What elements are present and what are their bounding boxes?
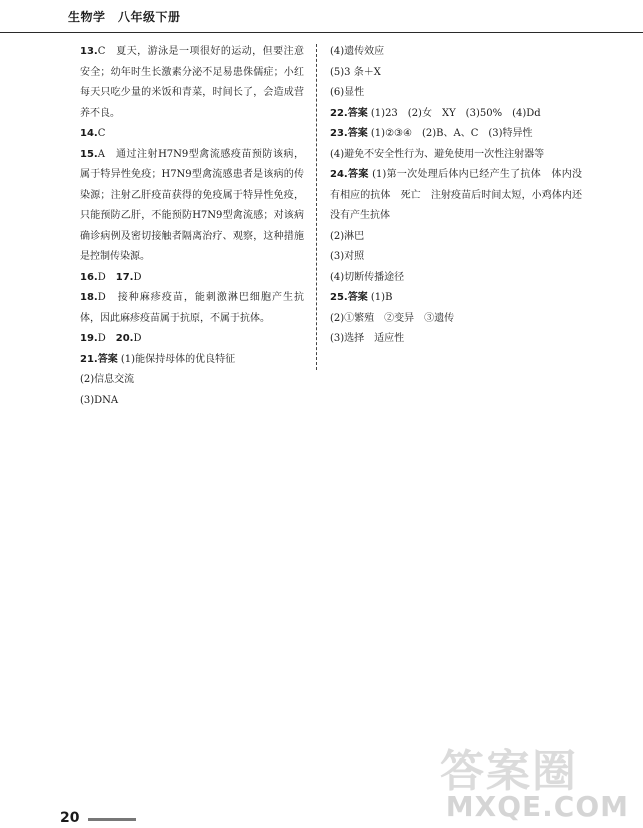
- page-header: [0, 0, 643, 33]
- item-text: C 夏天，游泳是一项很好的运动，但要注意安全；幼年时生长激素分泌不足易患侏儒症；小红每天只吃少量的米饭和青菜，时间长了，会造成营养不良。: [80, 46, 304, 119]
- answer-item-14: [80, 124, 304, 145]
- answer-item-13: [80, 42, 304, 124]
- sub-answer: (4)切断传播途径: [330, 271, 405, 283]
- item-number: 17.: [115, 271, 134, 283]
- item-number: 21.: [80, 353, 98, 365]
- sub-answer: (3)DNA: [80, 394, 119, 406]
- item-text: (1)能保持母体的优良特征: [120, 353, 236, 365]
- item-number: 13.: [80, 46, 98, 57]
- answer-item-19-20: [80, 329, 304, 350]
- column-divider: [316, 44, 317, 370]
- footer-bar: [88, 818, 136, 821]
- sub-answer: (4)遗传效应: [330, 46, 385, 57]
- sub-answer: (5)3 条＋X: [330, 66, 381, 78]
- sub-answer: (2)①繁殖 ②变异 ③遗传: [330, 312, 455, 324]
- answer-item-25: [330, 288, 582, 309]
- answer-item-16-17: [80, 268, 304, 289]
- item-number: 18.: [80, 292, 98, 303]
- item-text: A 通过注射H7N9型禽流感疫苗预防该病，属于特异性免疫；H7N9型禽流感患者是该病的传染源；注射乙肝疫苗获得的免疫属于特异性免疫，只能预防乙肝，不能预防H7N9型禽流感；对该病确诊病例及密切接触者隔离治疗、观察，这种措施是控制传染源。: [80, 148, 304, 262]
- answer-item-18: [80, 288, 304, 329]
- answer-item-15: [80, 145, 304, 268]
- sub-answer: (2)信息交流: [80, 374, 135, 385]
- answer-label: 答案: [347, 169, 369, 180]
- answer-label: 答案: [347, 107, 368, 119]
- page-number: 20: [60, 810, 80, 826]
- answer-item-23: [330, 124, 582, 145]
- item-number: 24.: [330, 169, 348, 180]
- item-number: 14.: [80, 128, 98, 139]
- sub-answer: (6)显性: [330, 87, 365, 98]
- sub-answer: (3)选择 适应性: [330, 333, 405, 344]
- item-text: D 接种麻疹疫苗，能刺激淋巴细胞产生抗体，因此麻疹疫苗属于抗原，不属于抗体。: [80, 292, 304, 324]
- item-number: 16.: [80, 271, 98, 283]
- sub-answer: (2)淋巴: [330, 230, 365, 242]
- sub-answer: (4)避免不安全性行为、避免使用一次性注射器等: [330, 148, 545, 160]
- item-text: D: [97, 271, 116, 283]
- item-text: (1)B: [370, 292, 393, 303]
- right-column: [330, 42, 582, 350]
- answer-label: 答案: [97, 353, 118, 365]
- answer-item-22: [330, 104, 582, 125]
- item-text: (1)②③④ (2)B、A、C (3)特异性: [370, 128, 533, 139]
- item-number: 15.: [80, 148, 98, 160]
- book-title: 生物学 八年级下册: [68, 10, 181, 24]
- watermark-url: MXQE.COM: [445, 790, 629, 823]
- answer-item-21: [80, 350, 304, 371]
- answer-label: 答案: [347, 292, 368, 303]
- item-text: D: [97, 333, 116, 344]
- answer-item-24: [330, 165, 582, 227]
- item-text: D: [133, 333, 142, 344]
- watermark-logo: 答案圈: [440, 746, 578, 797]
- item-text: (1)23 (2)女 XY (3)50% (4)Dd: [370, 107, 541, 119]
- item-number: 19.: [80, 333, 98, 344]
- watermark: [440, 735, 635, 825]
- sub-answer: (3)对照: [330, 251, 365, 262]
- item-text: D: [133, 271, 142, 283]
- item-number: 25.: [330, 292, 348, 303]
- item-number: 20.: [115, 333, 134, 344]
- item-text: C: [97, 128, 106, 139]
- item-text: (1)第一次处理后体内已经产生了抗体 体内没有相应的抗体 死亡 注射疫苗后时间太短，小鸡体内还没有产生抗体: [330, 169, 582, 221]
- item-number: 23.: [330, 128, 348, 139]
- left-column: [80, 42, 304, 411]
- answer-label: 答案: [347, 128, 368, 139]
- item-number: 22.: [330, 107, 348, 119]
